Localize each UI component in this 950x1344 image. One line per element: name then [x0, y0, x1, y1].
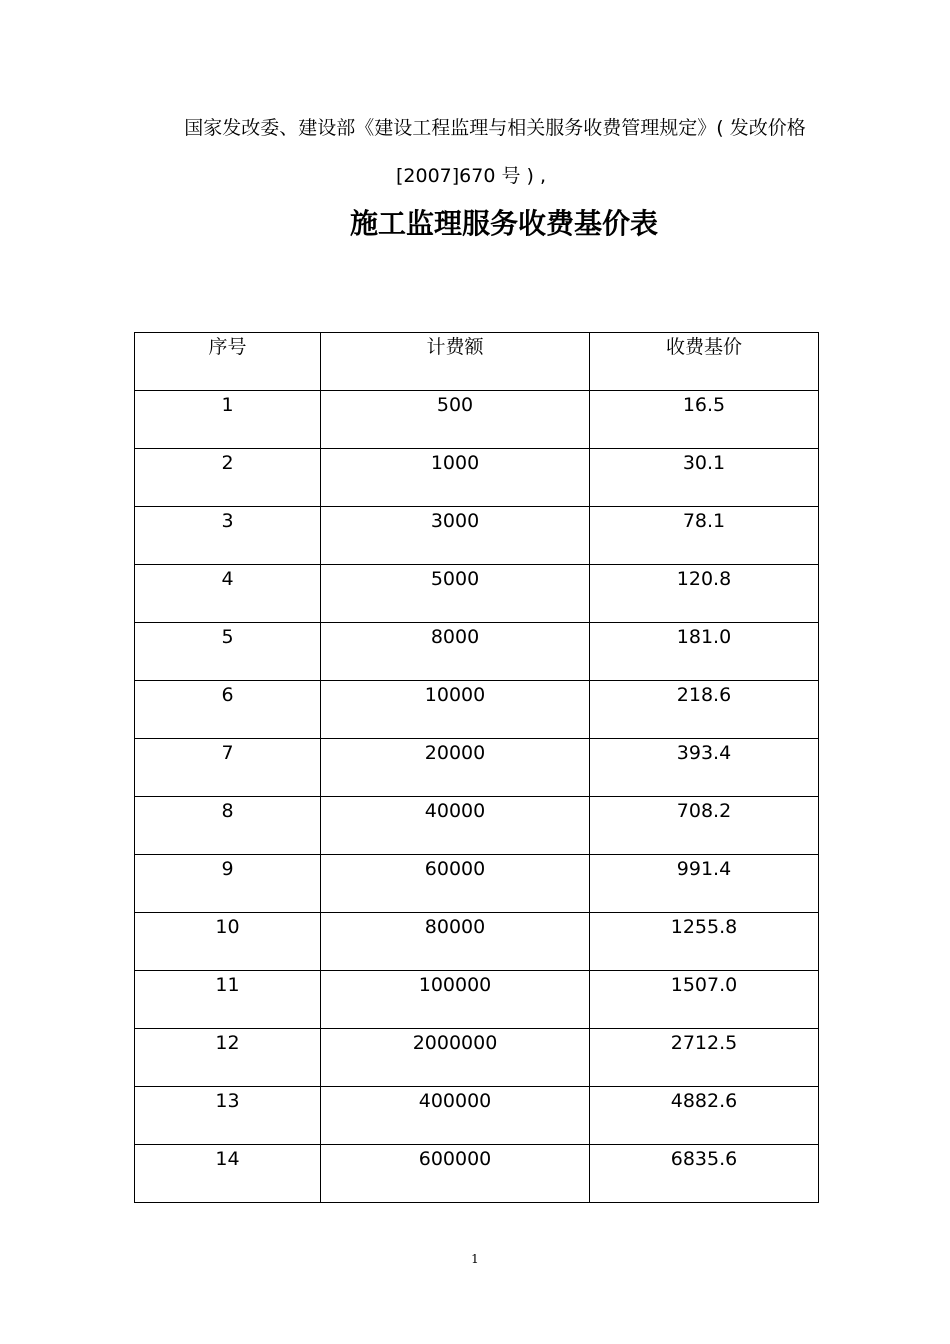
cell-index	[135, 913, 321, 971]
cell-fee-amount	[321, 855, 590, 913]
cell-fee-amount	[321, 449, 590, 507]
table-row	[135, 1087, 819, 1145]
header-label-base-price: 收费基价	[665, 336, 742, 358]
table-row	[135, 1145, 819, 1203]
table-row	[135, 681, 819, 739]
cell-fee-amount	[321, 391, 590, 449]
cell-base-price-value: 78.1	[682, 510, 726, 532]
cell-base-price-value: 708.2	[676, 800, 732, 822]
cell-fee-amount	[321, 971, 590, 1029]
cell-index	[135, 971, 321, 1029]
table-row	[135, 507, 819, 565]
cell-base-price-value: 4882.6	[670, 1090, 738, 1112]
cell-fee-amount	[321, 739, 590, 797]
cell-index-value: 4	[221, 568, 234, 590]
cell-index	[135, 507, 321, 565]
cell-fee-amount-value: 1000	[430, 452, 480, 474]
cell-fee-amount-value: 2000000	[412, 1032, 498, 1054]
cell-base-price-value: 16.5	[682, 394, 726, 416]
cell-index-value: 5	[221, 626, 234, 648]
cell-base-price-value: 991.4	[676, 858, 732, 880]
cell-index	[135, 681, 321, 739]
cell-fee-amount	[321, 1029, 590, 1087]
cell-base-price	[590, 681, 819, 739]
cell-fee-amount	[321, 797, 590, 855]
header-label-fee-amount: 计费额	[426, 336, 484, 358]
cell-index-value: 2	[221, 452, 234, 474]
cell-base-price	[590, 623, 819, 681]
cell-fee-amount-value: 10000	[424, 684, 486, 706]
cell-index	[135, 449, 321, 507]
table-row	[135, 855, 819, 913]
cell-fee-amount-value: 40000	[424, 800, 486, 822]
cell-index	[135, 1087, 321, 1145]
fee-table	[134, 332, 819, 1203]
cell-base-price	[590, 1145, 819, 1203]
table-row	[135, 623, 819, 681]
cell-index-value: 9	[221, 858, 234, 880]
cell-fee-amount-value: 100000	[418, 974, 492, 996]
cell-base-price	[590, 797, 819, 855]
cell-fee-amount-value: 400000	[418, 1090, 492, 1112]
cell-index-value: 13	[215, 1090, 240, 1112]
cell-index	[135, 739, 321, 797]
table-header-row	[135, 333, 819, 391]
cell-base-price-value: 393.4	[676, 742, 732, 764]
cell-fee-amount-value: 8000	[430, 626, 480, 648]
table-row	[135, 565, 819, 623]
cell-base-price-value: 218.6	[676, 684, 732, 706]
cell-fee-amount	[321, 1087, 590, 1145]
cell-fee-amount	[321, 507, 590, 565]
cell-index	[135, 855, 321, 913]
cell-base-price-value: 2712.5	[670, 1032, 738, 1054]
table-row	[135, 1029, 819, 1087]
cell-base-price-value: 1507.0	[670, 974, 738, 996]
cell-base-price	[590, 913, 819, 971]
cell-base-price-value: 1255.8	[670, 916, 738, 938]
cell-index	[135, 1029, 321, 1087]
cell-fee-amount	[321, 1145, 590, 1203]
cell-index	[135, 391, 321, 449]
cell-base-price-value: 181.0	[676, 626, 732, 648]
header-label-index: 序号	[208, 336, 247, 358]
cell-fee-amount	[321, 565, 590, 623]
cell-fee-amount	[321, 913, 590, 971]
cell-fee-amount	[321, 623, 590, 681]
table-row	[135, 391, 819, 449]
cell-index-value: 10	[215, 916, 240, 938]
cell-index-value: 1	[221, 394, 234, 416]
cell-index-value: 3	[221, 510, 234, 532]
document-title: 施工监理服务收费基价表	[349, 207, 658, 240]
cell-base-price	[590, 391, 819, 449]
cell-index-value: 11	[215, 974, 240, 996]
cell-base-price	[590, 1029, 819, 1087]
fee-table-body	[135, 333, 819, 1203]
cell-index-value: 7	[221, 742, 234, 764]
cell-index-value: 8	[221, 800, 234, 822]
cell-index	[135, 623, 321, 681]
cell-index-value: 6	[221, 684, 234, 706]
cell-index-value: 14	[215, 1148, 240, 1170]
table-row	[135, 797, 819, 855]
page-number: 1	[471, 1252, 479, 1266]
intro-text-line-2: [2007]670 号 ) ,	[395, 165, 546, 187]
cell-fee-amount-value: 500	[436, 394, 474, 416]
cell-base-price	[590, 565, 819, 623]
cell-base-price-value: 6835.6	[670, 1148, 738, 1170]
table-row	[135, 449, 819, 507]
cell-fee-amount-value: 3000	[430, 510, 480, 532]
header-cell-base-price	[590, 333, 819, 391]
cell-base-price	[590, 1087, 819, 1145]
cell-index	[135, 797, 321, 855]
header-cell-fee-amount	[321, 333, 590, 391]
cell-fee-amount-value: 5000	[430, 568, 480, 590]
cell-base-price-value: 30.1	[682, 452, 726, 474]
cell-fee-amount	[321, 681, 590, 739]
cell-index-value: 12	[215, 1032, 240, 1054]
cell-base-price	[590, 855, 819, 913]
cell-index	[135, 565, 321, 623]
cell-base-price-value: 120.8	[676, 568, 732, 590]
cell-base-price	[590, 739, 819, 797]
cell-base-price	[590, 449, 819, 507]
cell-fee-amount-value: 80000	[424, 916, 486, 938]
intro-text-line-1: 国家发改委、建设部《建设工程监理与相关服务收费管理规定》( 发改价格	[184, 117, 806, 139]
cell-index	[135, 1145, 321, 1203]
cell-fee-amount-value: 600000	[418, 1148, 492, 1170]
cell-fee-amount-value: 20000	[424, 742, 486, 764]
table-row	[135, 971, 819, 1029]
table-row	[135, 913, 819, 971]
header-cell-index	[135, 333, 321, 391]
table-row	[135, 739, 819, 797]
cell-base-price	[590, 971, 819, 1029]
cell-base-price	[590, 507, 819, 565]
cell-fee-amount-value: 60000	[424, 858, 486, 880]
